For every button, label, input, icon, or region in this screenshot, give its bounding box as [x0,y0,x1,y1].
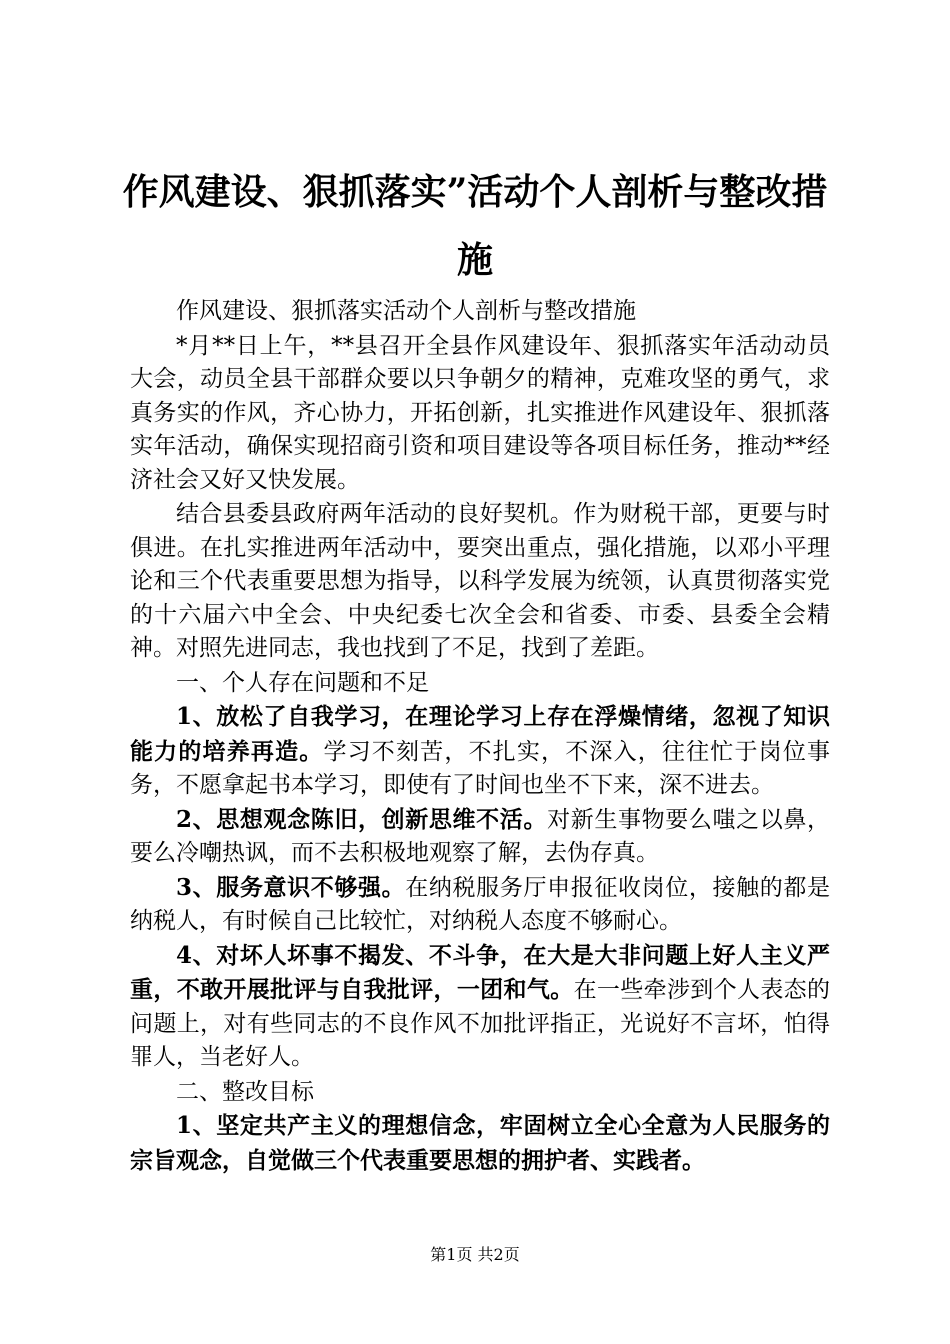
paragraph-lead: 1、坚定共产主义的理想信念，牢固树立全心全意为人民服务的宗旨观念，自觉做三个代表重要思想的拥护者、实践者。 [130,1112,830,1174]
paragraph-text: 对新生事物要么嗤之以鼻，要么冷嘲热讽，而不去积极地观察了解，去伪存真。 [130,806,830,866]
paragraph [130,497,830,666]
paragraph-text: 在纳税服务厅申报征收岗位，接触的都是纳税人，有时候自己比较忙，对纳税人态度不够耐心。 [130,874,830,934]
paragraph-text: 在一些牵涉到个人表态的问题上，对有些同志的不良作风不加批评指正，光说好不言坏，怕得罪人，当老好人。 [130,977,831,1070]
section-heading [130,1075,830,1110]
paragraph [130,294,830,329]
paragraph-text: 二、整改目标 [176,1078,314,1105]
paragraph-lead: 1、放松了自我学习，在理论学习上存在浮燥情绪，忽视了知识能力的培养再造。 [130,703,830,765]
document-title: 作风建设、狠抓落实”活动个人剖析与整改措施 [122,171,828,281]
paragraph [130,803,830,871]
document-body [130,294,830,1178]
paragraph-lead: 3、服务意识不够强。 [176,873,406,901]
paragraph-lead: 4、对坏人坏事不揭发、不斗争，在大是大非问题上好人主义严重，不敢开展批评与自我批评，一团和气。 [130,941,830,1003]
paragraph [130,939,830,1075]
paragraph [130,329,830,498]
paragraph-text: 一、个人存在问题和不足 [176,669,429,696]
page-footer: 第1页 共2页 [430,1245,520,1264]
paragraph [130,1109,830,1178]
paragraph [130,700,830,803]
paragraph-text: 作风建设、狠抓落实活动个人剖析与整改措施 [176,298,636,324]
paragraph-text: *月**日上午，**县召开全县作风建设年、狠抓落实年活动动员大会，动员全县干部群众要以只争朝夕的精神，克难攻坚的勇气，求真务实的作风，齐心协力，开拓创新，扎实推进作风建设年、狠抓落实年活动，确保实现招商引资和项目建设等各项目标任务，推动**经济社会又好又快发展。 [130,332,830,493]
paragraph [130,871,830,939]
paragraph-text: 结合县委县政府两年活动的良好契机。作为财税干部，更要与时俱进。在扎实推进两年活动中，要突出重点，强化措施，以邓小平理论和三个代表重要思想为指导，以科学发展为统领，认真贯彻落实党的十六届六中全会、中央纪委七次全会和省委、市委、县委全会精神。对照先进同志，我也找到了不足，找到了差距。 [130,501,830,661]
paragraph-lead: 2、思想观念陈旧，创新思维不活。 [176,805,548,833]
section-heading [130,666,830,701]
paragraph-text: 学习不刻苦，不扎实，不深入，往往忙于岗位事务，不愿拿起书本学习，即使有了时间也坐不下来，深不进去。 [130,738,831,798]
